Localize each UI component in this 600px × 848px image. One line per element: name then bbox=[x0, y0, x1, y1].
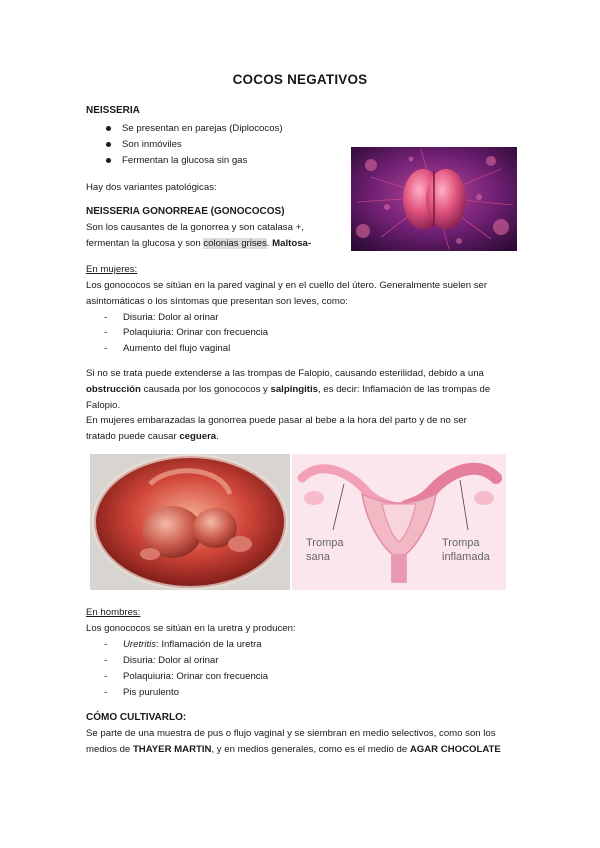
neisseria-heading: NEISSERIA bbox=[86, 105, 140, 116]
label-trompa-inflamada: Trompa inflamada bbox=[442, 537, 490, 563]
document-page: COCOS NEGATIVOS NEISSERIA Se presentan en parejas (Diplococos) Son inmóviles Fermentan la glucosa sin gas Hay dos variantes patológicas: NEISSERIA GONORREAE (GONOCOCOS) Son los causantes de la gonorrea y son catalasa +, fermentan la glucosa y son colonias grises. Maltosa- En mujeres: Los gonococos se sitúan en la pared vaginal y en el cuello del útero. Generalmente suelen ser asintomáticas o los síntomas que presentan son leves, como: - Disuria: Dolor al orinar - Polaquiuria: Orinar con frecuencia - Aumento del flujo vaginal Si no se trata puede extenderse a las trompas de Falopio, causando esterilidad, debido a una obstrucción causada por los gonococos y salpingitis, es decir: Inflamación de las trompas de Falopio. En mujeres embarazadas la gonorrea puede pasar al bebe a la hora del parto y de no ser tratado puede causar ceguera. Trompa sana Trompa inflamada En hombres: Los gonococos se sitúan en la uretra y producen: - Uretritis: Inflamación de la uretra - Disuria: Dolor al orinar - Polaquiuria: Orinar con frecuencia - Pis purulento CÓMO CULTIVARLO: Se parte de una muestra de pus o flujo vaginal y se siembran en medio selectivos, como son los medios de THAYER MARTIN, y en medios generales, como es el medio de AGAR CHOCOLATE bbox=[0, 0, 600, 848]
bullet-dot-icon bbox=[106, 142, 111, 147]
mujeres-p3-line-1: En mujeres embarazadas la gonorrea puede pasar al bebe a la hora del parto y de no ser bbox=[86, 415, 467, 426]
hombres-heading: En hombres: bbox=[86, 607, 141, 618]
hombres-intro: Los gonococos se sitúan en la uretra y producen: bbox=[86, 623, 296, 634]
bullet-dot-icon bbox=[106, 126, 111, 131]
variants-text: Hay dos variantes patológicas: bbox=[86, 182, 217, 193]
gonorrea-line-1: Son los causantes de la gonorrea y son catalasa +, bbox=[86, 222, 304, 233]
cultivo-heading: CÓMO CULTIVARLO: bbox=[86, 712, 187, 723]
cultivo-line-1: Se parte de una muestra de pus o flujo vaginal y se siembran en medio selectivos, como son los bbox=[86, 728, 496, 739]
gonorrea-heading: NEISSERIA GONORREAE (GONOCOCOS) bbox=[86, 206, 285, 217]
bullet-dot-icon bbox=[106, 158, 111, 163]
page-title: COCOS NEGATIVOS bbox=[232, 72, 368, 87]
mujeres-p2-line-1: Si no se trata puede extenderse a las trompas de Falopio, causando esterilidad, debido a una bbox=[86, 368, 484, 379]
mujeres-p2-line-3: Falopio. bbox=[86, 400, 121, 411]
uterus-diagram bbox=[292, 454, 506, 590]
gonorrea-line-2: fermentan la glucosa y son colonias grises. Maltosa- bbox=[86, 238, 312, 249]
label-trompa-sana: Trompa sana bbox=[306, 537, 344, 563]
diplococcus-image bbox=[351, 147, 517, 251]
cultivo-line-2: medios de THAYER MARTIN, y en medios generales, como es el medio de AGAR CHOCOLATE bbox=[86, 744, 501, 755]
mujeres-p2-line-2: obstrucción causada por los gonococos y salpingitis, es decir: Inflamación de las trompas de bbox=[86, 384, 491, 395]
highlighted-text: colonias grises bbox=[203, 238, 267, 249]
mujeres-heading: En mujeres: bbox=[86, 264, 138, 275]
mujeres-p3-line-2: tratado puede causar ceguera. bbox=[86, 431, 219, 442]
mujeres-line-1: Los gonococos se sitúan en la pared vaginal y en el cuello del útero. Generalmente suelen ser bbox=[86, 280, 488, 291]
mujeres-line-2: asintomáticas o los síntomas que presentan son leves, como: bbox=[86, 296, 348, 307]
fetus-image bbox=[90, 454, 290, 590]
